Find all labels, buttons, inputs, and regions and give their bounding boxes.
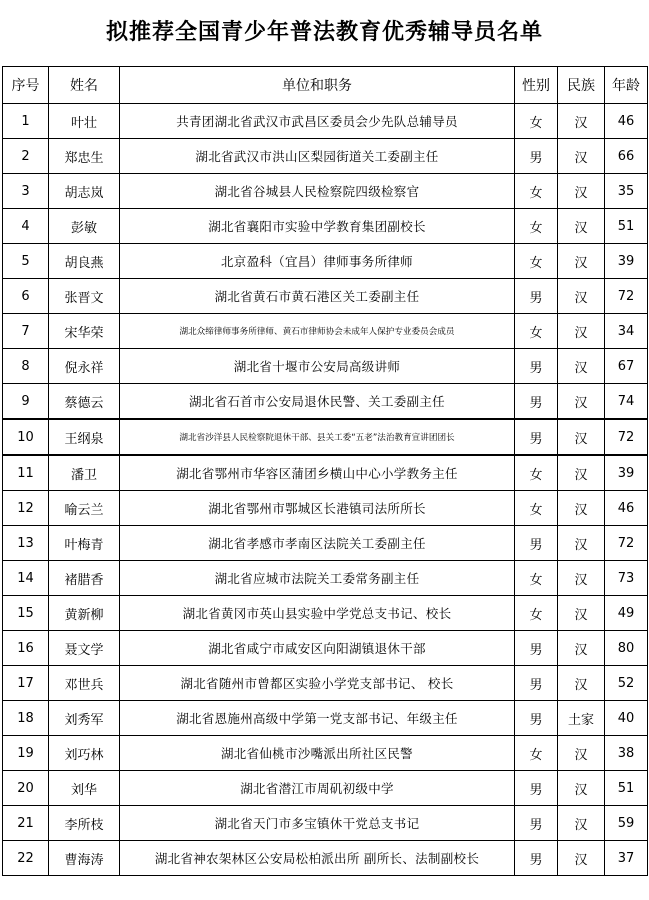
- cell-index: 20: [3, 771, 49, 806]
- table-row: [3, 701, 648, 736]
- cell-ethnicity: 汉: [558, 526, 605, 561]
- cell-index: 2: [3, 139, 49, 174]
- cell-unit: 湖北省黄冈市英山县实验中学党总支书记、校长: [120, 596, 515, 631]
- cell-age: 72: [605, 526, 648, 561]
- cell-ethnicity: 汉: [558, 174, 605, 209]
- cell-name: 张晋文: [49, 279, 120, 314]
- cell-gender: 男: [515, 279, 558, 314]
- cell-ethnicity: 汉: [558, 666, 605, 701]
- cell-unit: 湖北省鄂州市华容区蒲团乡横山中心小学教务主任: [120, 455, 515, 491]
- table-row: [3, 455, 648, 491]
- cell-unit: 共青团湖北省武汉市武昌区委员会少先队总辅导员: [120, 104, 515, 139]
- cell-gender: 女: [515, 209, 558, 244]
- cell-age: 72: [605, 419, 648, 455]
- cell-index: 16: [3, 631, 49, 666]
- cell-ethnicity: 汉: [558, 419, 605, 455]
- cell-ethnicity: 汉: [558, 596, 605, 631]
- cell-ethnicity: 汉: [558, 455, 605, 491]
- cell-gender: 男: [515, 771, 558, 806]
- table-row: [3, 139, 648, 174]
- cell-name: 宋华荣: [49, 314, 120, 349]
- cell-gender: 男: [515, 526, 558, 561]
- cell-unit: 湖北省咸宁市咸安区向阳湖镇退休干部: [120, 631, 515, 666]
- cell-index: 18: [3, 701, 49, 736]
- cell-index: 10: [3, 419, 49, 455]
- cell-unit: 湖北省谷城县人民检察院四级检察官: [120, 174, 515, 209]
- cell-unit: 湖北省神农架林区公安局松柏派出所 副所长、法制副校长: [120, 841, 515, 876]
- cell-age: 80: [605, 631, 648, 666]
- table-row: [3, 209, 648, 244]
- cell-age: 40: [605, 701, 648, 736]
- cell-unit: 湖北省仙桃市沙嘴派出所社区民警: [120, 736, 515, 771]
- cell-ethnicity: 汉: [558, 104, 605, 139]
- cell-name: 喻云兰: [49, 491, 120, 526]
- header-unit: 单位和职务: [120, 67, 515, 104]
- cell-ethnicity: 汉: [558, 771, 605, 806]
- cell-name: 褚腊香: [49, 561, 120, 596]
- cell-index: 8: [3, 349, 49, 384]
- cell-index: 12: [3, 491, 49, 526]
- cell-name: 曹海涛: [49, 841, 120, 876]
- cell-unit: 湖北省石首市公安局退休民警、关工委副主任: [120, 384, 515, 420]
- cell-ethnicity: 汉: [558, 631, 605, 666]
- cell-index: 21: [3, 806, 49, 841]
- cell-age: 51: [605, 771, 648, 806]
- cell-age: 66: [605, 139, 648, 174]
- cell-ethnicity: 汉: [558, 279, 605, 314]
- table-row: [3, 596, 648, 631]
- table-row: [3, 349, 648, 384]
- cell-name: 李所枝: [49, 806, 120, 841]
- cell-age: 46: [605, 104, 648, 139]
- cell-index: 19: [3, 736, 49, 771]
- cell-age: 59: [605, 806, 648, 841]
- cell-age: 34: [605, 314, 648, 349]
- cell-age: 39: [605, 455, 648, 491]
- cell-gender: 男: [515, 631, 558, 666]
- cell-index: 6: [3, 279, 49, 314]
- cell-age: 35: [605, 174, 648, 209]
- cell-index: 1: [3, 104, 49, 139]
- cell-gender: 男: [515, 419, 558, 455]
- cell-name: 刘秀军: [49, 701, 120, 736]
- cell-gender: 男: [515, 806, 558, 841]
- cell-name: 刘华: [49, 771, 120, 806]
- cell-index: 14: [3, 561, 49, 596]
- header-age: 年龄: [605, 67, 648, 104]
- header-index: 序号: [3, 67, 49, 104]
- table-row: [3, 244, 648, 279]
- cell-unit: 湖北省天门市多宝镇休干党总支书记: [120, 806, 515, 841]
- cell-gender: 女: [515, 491, 558, 526]
- cell-name: 刘巧林: [49, 736, 120, 771]
- cell-index: 9: [3, 384, 49, 420]
- cell-gender: 女: [515, 244, 558, 279]
- cell-name: 郑忠生: [49, 139, 120, 174]
- cell-gender: 男: [515, 701, 558, 736]
- table-row: [3, 491, 648, 526]
- cell-ethnicity: 汉: [558, 736, 605, 771]
- cell-gender: 女: [515, 455, 558, 491]
- roster-table: [2, 66, 648, 876]
- cell-ethnicity: 汉: [558, 384, 605, 420]
- cell-index: 3: [3, 174, 49, 209]
- cell-age: 39: [605, 244, 648, 279]
- header-ethnicity: 民族: [558, 67, 605, 104]
- cell-name: 蔡德云: [49, 384, 120, 420]
- cell-name: 胡志岚: [49, 174, 120, 209]
- table-row: [3, 104, 648, 139]
- cell-unit: 湖北省恩施州高级中学第一党支部书记、年级主任: [120, 701, 515, 736]
- cell-name: 邓世兵: [49, 666, 120, 701]
- cell-gender: 男: [515, 349, 558, 384]
- cell-unit: 湖北省襄阳市实验中学教育集团副校长: [120, 209, 515, 244]
- document-title: 拟推荐全国青少年普法教育优秀辅导员名单: [105, 20, 543, 45]
- table-row: [3, 631, 648, 666]
- table-row: [3, 666, 648, 701]
- cell-ethnicity: 汉: [558, 244, 605, 279]
- cell-unit: 湖北省应城市法院关工委常务副主任: [120, 561, 515, 596]
- table-row: [3, 419, 648, 455]
- cell-name: 彭敏: [49, 209, 120, 244]
- cell-gender: 男: [515, 841, 558, 876]
- cell-unit: 湖北众缔律师事务所律师、黄石市律师协会未成年人保护专业委员会成员: [120, 314, 515, 349]
- cell-ethnicity: 汉: [558, 139, 605, 174]
- cell-ethnicity: 汉: [558, 806, 605, 841]
- cell-gender: 女: [515, 174, 558, 209]
- cell-age: 67: [605, 349, 648, 384]
- cell-unit: 湖北省潜江市周矶初级中学: [120, 771, 515, 806]
- cell-name: 聂文学: [49, 631, 120, 666]
- cell-gender: 男: [515, 139, 558, 174]
- cell-ethnicity: 汉: [558, 561, 605, 596]
- cell-age: 37: [605, 841, 648, 876]
- cell-ethnicity: 汉: [558, 314, 605, 349]
- cell-ethnicity: 汉: [558, 841, 605, 876]
- cell-gender: 女: [515, 561, 558, 596]
- cell-index: 22: [3, 841, 49, 876]
- cell-name: 倪永祥: [49, 349, 120, 384]
- header-name: 姓名: [49, 67, 120, 104]
- cell-name: 胡良燕: [49, 244, 120, 279]
- cell-ethnicity: 土家: [558, 701, 605, 736]
- cell-index: 7: [3, 314, 49, 349]
- cell-unit: 湖北省十堰市公安局高级讲师: [120, 349, 515, 384]
- cell-index: 13: [3, 526, 49, 561]
- table-row: [3, 561, 648, 596]
- table-row: [3, 174, 648, 209]
- cell-ethnicity: 汉: [558, 349, 605, 384]
- header-row: [3, 67, 648, 104]
- cell-unit: 湖北省沙洋县人民检察院退休干部、县关工委“五老”法治教育宣讲团团长: [120, 419, 515, 455]
- cell-age: 49: [605, 596, 648, 631]
- cell-name: 王纲泉: [49, 419, 120, 455]
- cell-age: 72: [605, 279, 648, 314]
- cell-name: 黄新柳: [49, 596, 120, 631]
- table-row: [3, 806, 648, 841]
- table-row: [3, 771, 648, 806]
- cell-unit: 湖北省武汉市洪山区梨园街道关工委副主任: [120, 139, 515, 174]
- cell-gender: 女: [515, 736, 558, 771]
- cell-ethnicity: 汉: [558, 491, 605, 526]
- table-row: [3, 314, 648, 349]
- cell-unit: 湖北省随州市曾都区实验小学党支部书记、 校长: [120, 666, 515, 701]
- cell-gender: 女: [515, 596, 558, 631]
- table-row: [3, 841, 648, 876]
- cell-gender: 男: [515, 666, 558, 701]
- table-row: [3, 736, 648, 771]
- cell-age: 38: [605, 736, 648, 771]
- cell-index: 11: [3, 455, 49, 491]
- cell-gender: 男: [515, 384, 558, 420]
- cell-name: 潘卫: [49, 455, 120, 491]
- header-gender: 性别: [515, 67, 558, 104]
- cell-ethnicity: 汉: [558, 209, 605, 244]
- cell-name: 叶壮: [49, 104, 120, 139]
- cell-index: 5: [3, 244, 49, 279]
- cell-gender: 女: [515, 104, 558, 139]
- cell-unit: 湖北省孝感市孝南区法院关工委副主任: [120, 526, 515, 561]
- cell-age: 46: [605, 491, 648, 526]
- cell-age: 73: [605, 561, 648, 596]
- cell-index: 17: [3, 666, 49, 701]
- cell-name: 叶梅青: [49, 526, 120, 561]
- cell-age: 52: [605, 666, 648, 701]
- table-row: [3, 526, 648, 561]
- cell-gender: 女: [515, 314, 558, 349]
- cell-unit: 湖北省鄂州市鄂城区长港镇司法所所长: [120, 491, 515, 526]
- cell-index: 4: [3, 209, 49, 244]
- table-row: [3, 279, 648, 314]
- cell-age: 74: [605, 384, 648, 420]
- cell-index: 15: [3, 596, 49, 631]
- cell-age: 51: [605, 209, 648, 244]
- cell-unit: 湖北省黄石市黄石港区关工委副主任: [120, 279, 515, 314]
- cell-unit: 北京盈科（宜昌）律师事务所律师: [120, 244, 515, 279]
- table-row: [3, 384, 648, 420]
